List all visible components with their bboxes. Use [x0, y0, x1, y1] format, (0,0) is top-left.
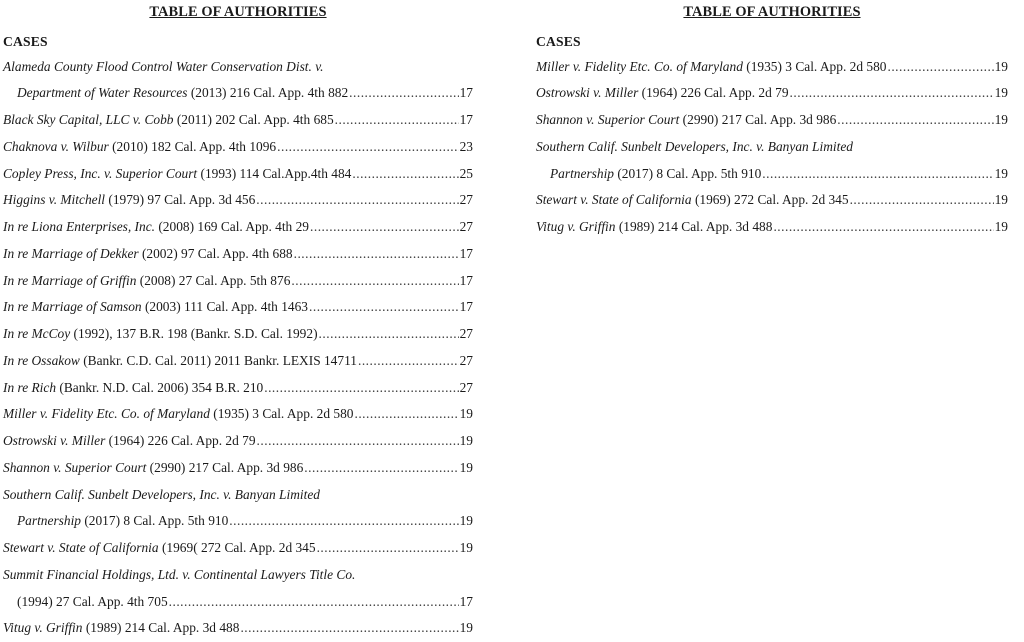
- case-entry: [536, 134, 1008, 161]
- dot-leader: [310, 214, 459, 241]
- case-name: Vitug v. Griffin: [3, 620, 82, 635]
- case-citation: [3, 107, 334, 134]
- page-number: 17: [460, 80, 473, 107]
- case-entry: [3, 508, 473, 535]
- dot-leader: [291, 268, 458, 295]
- page-number: 19: [995, 54, 1008, 81]
- page-number: 17: [460, 241, 473, 268]
- case-citation: [3, 348, 357, 375]
- case-entry: [3, 268, 473, 295]
- dot-leader: [335, 107, 459, 134]
- toa-title: TABLE OF AUTHORITIES: [3, 0, 473, 27]
- page-number: 17: [460, 294, 473, 321]
- citation-text: (1964) 226 Cal. App. 2d 79: [638, 85, 788, 100]
- case-list: [536, 54, 1008, 241]
- case-citation: [3, 615, 239, 642]
- citation-text: (1992), 137 B.R. 198 (Bankr. S.D. Cal. 1992): [70, 326, 317, 341]
- toa-column-left: [3, 0, 473, 642]
- case-name: Summit Financial Holdings, Ltd. v. Continental Lawyers Title Co.: [3, 567, 355, 582]
- dot-leader: [264, 375, 458, 402]
- case-name: Partnership: [17, 513, 81, 528]
- case-entry: [3, 161, 473, 188]
- case-name: In re Liona Enterprises, Inc.: [3, 219, 155, 234]
- case-entry: [3, 214, 473, 241]
- case-entry: [3, 562, 473, 589]
- case-entry: [3, 589, 473, 616]
- page-number: 19: [460, 455, 473, 482]
- case-entry: [3, 54, 473, 81]
- page-number: 19: [995, 107, 1008, 134]
- dot-leader: [354, 401, 458, 428]
- case-citation: [3, 161, 351, 188]
- case-citation: [3, 321, 318, 348]
- dot-leader: [349, 80, 458, 107]
- page-number: 27: [460, 348, 473, 375]
- dot-leader: [352, 161, 458, 188]
- page-number: 17: [460, 589, 473, 616]
- page-number: 19: [460, 401, 473, 428]
- citation-text: (2008) 169 Cal. App. 4th 29: [155, 219, 309, 234]
- citation-text: (2990) 217 Cal. App. 3d 986: [679, 112, 836, 127]
- citation-text: (1969) 272 Cal. App. 2d 345: [692, 192, 849, 207]
- citation-text: (2017) 8 Cal. App. 5th 910: [81, 513, 228, 528]
- case-name: Shannon v. Superior Court: [536, 112, 679, 127]
- case-citation: [3, 294, 308, 321]
- dot-leader: [319, 321, 459, 348]
- citation-text: (Bankr. N.D. Cal. 2006) 354 B.R. 210: [56, 380, 263, 395]
- case-entry: [3, 294, 473, 321]
- citation-text: (1989) 214 Cal. App. 3d 488: [615, 219, 772, 234]
- section-heading-cases: CASES: [536, 27, 1008, 54]
- case-entry: [3, 80, 473, 107]
- case-entry: [3, 321, 473, 348]
- case-citation: [3, 455, 303, 482]
- page-number: 23: [460, 134, 473, 161]
- case-entry: [3, 615, 473, 642]
- citation-text: (2003) 111 Cal. App. 4th 1463: [142, 299, 308, 314]
- case-name: Vitug v. Griffin: [536, 219, 615, 234]
- case-citation: [3, 567, 355, 582]
- dot-leader: [790, 80, 994, 107]
- page-number: 19: [995, 161, 1008, 188]
- case-citation: [536, 187, 849, 214]
- page-number: 19: [995, 80, 1008, 107]
- citation-text: (2013) 216 Cal. App. 4th 882: [187, 85, 348, 100]
- case-name: In re Marriage of Samson: [3, 299, 142, 314]
- case-citation: [536, 80, 789, 107]
- case-entry: [3, 482, 473, 509]
- case-citation: [3, 268, 290, 295]
- dot-leader: [240, 615, 458, 642]
- page-number: 27: [460, 321, 473, 348]
- case-name: Copley Press, Inc. v. Superior Court: [3, 166, 197, 181]
- citation-text: (1969( 272 Cal. App. 2d 345: [159, 540, 316, 555]
- case-citation: [17, 508, 228, 535]
- citation-text: (1964) 226 Cal. App. 2d 79: [105, 433, 255, 448]
- case-entry: [3, 375, 473, 402]
- case-entry: [3, 401, 473, 428]
- dot-leader: [304, 455, 458, 482]
- page-number: 27: [460, 375, 473, 402]
- case-citation: [3, 214, 309, 241]
- case-name: Ostrowski v. Miller: [3, 433, 105, 448]
- case-name: In re Ossakow: [3, 353, 80, 368]
- citation-text: (1989) 214 Cal. App. 3d 488: [82, 620, 239, 635]
- case-entry: [536, 80, 1008, 107]
- dot-leader: [358, 348, 459, 375]
- case-name: Higgins v. Mitchell: [3, 192, 105, 207]
- case-name: Stewart v. State of California: [536, 192, 692, 207]
- dot-leader: [229, 508, 458, 535]
- case-citation: [3, 241, 293, 268]
- case-entry: [3, 187, 473, 214]
- case-list: [3, 54, 473, 642]
- page-number: 17: [460, 268, 473, 295]
- case-name: Stewart v. State of California: [3, 540, 159, 555]
- page-number: 19: [995, 214, 1008, 241]
- citation-text: (2002) 97 Cal. App. 4th 688: [139, 246, 293, 261]
- citation-text: (2017) 8 Cal. App. 5th 910: [614, 166, 761, 181]
- page-number: 19: [460, 615, 473, 642]
- dot-leader: [256, 187, 458, 214]
- toa-column-right: [536, 0, 1008, 241]
- dot-leader: [850, 187, 994, 214]
- page-number: 17: [460, 107, 473, 134]
- dot-leader: [317, 535, 459, 562]
- citation-text: (1935) 3 Cal. App. 2d 580: [210, 406, 354, 421]
- case-citation: [17, 80, 348, 107]
- page-number: 27: [460, 187, 473, 214]
- case-entry: [3, 107, 473, 134]
- case-name: Black Sky Capital, LLC v. Cobb: [3, 112, 173, 127]
- page-number: 19: [995, 187, 1008, 214]
- case-citation: [536, 139, 853, 154]
- case-entry: [536, 214, 1008, 241]
- page-number: 19: [460, 428, 473, 455]
- case-entry: [536, 187, 1008, 214]
- citation-text: (Bankr. C.D. Cal. 2011) 2011 Bankr. LEXIS 14711: [80, 353, 357, 368]
- case-entry: [3, 348, 473, 375]
- dot-leader: [294, 241, 459, 268]
- case-name: In re McCoy: [3, 326, 70, 341]
- page-number: 25: [460, 161, 473, 188]
- case-name: Shannon v. Superior Court: [3, 460, 146, 475]
- case-entry: [3, 241, 473, 268]
- citation-text: (1935) 3 Cal. App. 2d 580: [743, 59, 887, 74]
- citation-text: (2990) 217 Cal. App. 3d 986: [146, 460, 303, 475]
- case-citation: [3, 134, 276, 161]
- case-citation: [3, 59, 324, 74]
- citation-text: (1993) 114 Cal.App.4th 484: [197, 166, 351, 181]
- case-name: Chaknova v. Wilbur: [3, 139, 109, 154]
- case-entry: [3, 455, 473, 482]
- section-heading-cases: CASES: [3, 27, 473, 54]
- case-entry: [536, 161, 1008, 188]
- dot-leader: [309, 294, 459, 321]
- dot-leader: [837, 107, 993, 134]
- case-name: Miller v. Fidelity Etc. Co. of Maryland: [536, 59, 743, 74]
- case-citation: [17, 589, 168, 616]
- citation-text: (1994) 27 Cal. App. 4th 705: [17, 594, 168, 609]
- case-citation: [3, 401, 353, 428]
- case-name: Southern Calif. Sunbelt Developers, Inc. v. Banyan Limited: [536, 139, 853, 154]
- dot-leader: [773, 214, 993, 241]
- case-citation: [3, 428, 256, 455]
- case-entry: [3, 428, 473, 455]
- case-citation: [536, 107, 836, 134]
- case-citation: [3, 487, 320, 502]
- page-number: 19: [460, 535, 473, 562]
- case-entry: [536, 54, 1008, 81]
- case-name: In re Rich: [3, 380, 56, 395]
- case-name: Miller v. Fidelity Etc. Co. of Maryland: [3, 406, 210, 421]
- dot-leader: [887, 54, 993, 81]
- case-name: In re Marriage of Dekker: [3, 246, 139, 261]
- citation-text: (1979) 97 Cal. App. 3d 456: [105, 192, 255, 207]
- dot-leader: [277, 134, 458, 161]
- case-name: Alameda County Flood Control Water Conservation Dist. v.: [3, 59, 324, 74]
- case-name: Ostrowski v. Miller: [536, 85, 638, 100]
- citation-text: (2011) 202 Cal. App. 4th 685: [173, 112, 333, 127]
- page-number: 27: [460, 214, 473, 241]
- toa-title: TABLE OF AUTHORITIES: [536, 0, 1008, 27]
- case-citation: [536, 54, 886, 81]
- dot-leader: [169, 589, 459, 616]
- case-citation: [3, 375, 263, 402]
- page-number: 19: [460, 508, 473, 535]
- case-citation: [3, 535, 316, 562]
- case-entry: [3, 535, 473, 562]
- case-entry: [536, 107, 1008, 134]
- citation-text: (2010) 182 Cal. App. 4th 1096: [109, 139, 276, 154]
- case-citation: [536, 214, 772, 241]
- case-citation: [3, 187, 255, 214]
- case-name: In re Marriage of Griffin: [3, 273, 136, 288]
- citation-text: (2008) 27 Cal. App. 5th 876: [136, 273, 290, 288]
- case-citation: [550, 161, 761, 188]
- dot-leader: [257, 428, 459, 455]
- case-name: Partnership: [550, 166, 614, 181]
- case-entry: [3, 134, 473, 161]
- case-name: Southern Calif. Sunbelt Developers, Inc. v. Banyan Limited: [3, 487, 320, 502]
- dot-leader: [762, 161, 993, 188]
- case-name: Department of Water Resources: [17, 85, 187, 100]
